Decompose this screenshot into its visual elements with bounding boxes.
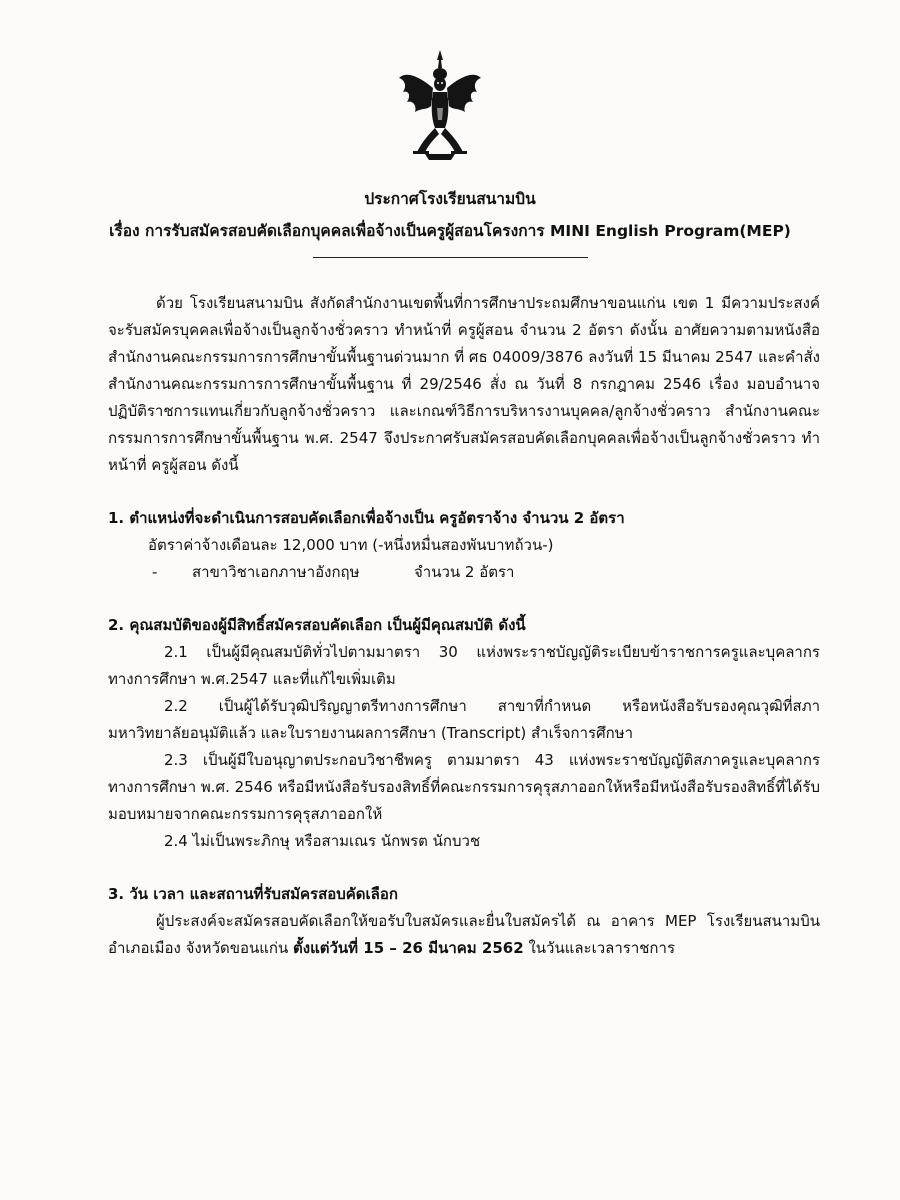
item-dash: -	[152, 563, 158, 581]
announcement-header	[0, 183, 900, 258]
application-text-start: ผู้ประสงค์จะสมัครสอบคัดเลือกให้ขอรับใบสมัครและยื่นใบสมัครได้ ณ อาคาร MEP โรงเรียนสนามบิน อำเภอเมือง จังหวัดขอนแก่น	[108, 912, 820, 957]
announcement-subject: เรื่อง การรับสมัครสอบคัดเลือกบุคคลเพื่อจ้างเป็นครูผู้สอนโครงการ MINI English Program(MEP)	[109, 222, 791, 240]
qualification-2-1: 2.1 เป็นผู้มีคุณสมบัติทั่วไปตามมาตรา 30 แห่งพระราชบัญญัติระเบียบข้าราชการครูและบุคลากรทางการศึกษา พ.ศ.2547 และที่แก้ไขเพิ่มเติม	[108, 643, 820, 688]
position-item	[152, 559, 820, 586]
qualification-2-4: 2.4 ไม่เป็นพระภิกษุ หรือสามเณร นักพรต นักบวช	[164, 832, 481, 850]
section-1-heading: 1. ตำแหน่งที่จะดำเนินการสอบคัดเลือกเพื่อจ้างเป็น ครูอัตราจ้าง จำนวน 2 อัตรา	[108, 509, 625, 527]
intro-paragraph: ด้วย โรงเรียนสนามบิน สังกัดสำนักงานเขตพื้นที่การศึกษาประถมศึกษาขอนแก่น เขต 1 มีความประสงค์จะรับสมัครบุคคลเพื่อจ้างเป็นลูกจ้างชั่วคราว ทำหน้าที่ ครูผู้สอน จำนวน 2 อัตรา ดังนั้น อาศัยความตามหนังสือสำนักงานคณะกรรมการการศึกษาขั้นพื้นฐานด่วนมาก ที่ ศธ 04009/3876 ลงวันที่ 15 มีนาคม 2547 และคำสั่งสำนักงานคณะกรรมการการศึกษาขั้นพื้นฐาน ที่ 29/2546 สั่ง ณ วันที่ 8 กรกฎาคม 2546 เรื่อง มอบอำนาจปฏิบัติราชการแทนเกี่ยวกับลูกจ้างชั่วคราว และเกณฑ์วิธีการบริหารงานบุคคล/ลูกจ้างชั่วคราว สำนักงานคณะกรรมการการศึกษาขั้นพื้นฐาน พ.ศ. 2547 จึงประกาศรับสมัครสอบคัดเลือกบุคคลเพื่อจ้างเป็นลูกจ้างชั่วคราว ทำหน้าที่ ครูผู้สอน ดังนี้	[108, 294, 820, 474]
application-dates: ตั้งแต่วันที่ 15 – 26 มีนาคม 2562	[293, 939, 524, 957]
application-details	[108, 908, 820, 962]
title-divider	[313, 257, 588, 258]
section-3-heading: 3. วัน เวลา และสถานที่รับสมัครสอบคัดเลือก	[108, 885, 398, 903]
announcement-title: ประกาศโรงเรียนสนามบิน	[364, 190, 536, 208]
announcement-body	[108, 290, 820, 962]
garuda-emblem	[395, 48, 485, 178]
item-count: จำนวน 2 อัตรา	[414, 563, 515, 581]
wage-rate: อัตราค่าจ้างเดือนละ 12,000 บาท (-หนึ่งหมื่นสองพันบาทถ้วน-)	[148, 536, 554, 554]
item-field: สาขาวิชาเอกภาษาอังกฤษ	[192, 563, 360, 581]
section-2-heading: 2. คุณสมบัติของผู้มีสิทธิ์สมัครสอบคัดเลือก เป็นผู้มีคุณสมบัติ ดังนี้	[108, 616, 526, 634]
qualification-2-2: 2.2 เป็นผู้ได้รับวุฒิปริญญาตรีทางการศึกษา สาขาที่กำหนด หรือหนังสือรับรองคุณวุฒิที่สภามหาวิทยาลัยอนุมัติแล้ว และใบรายงานผลการศึกษา (Transcript) สำเร็จการศึกษา	[108, 697, 820, 742]
application-text-end: ในวันและเวลาราชการ	[523, 939, 675, 957]
qualification-2-3: 2.3 เป็นผู้มีใบอนุญาตประกอบวิชาชีพครู ตามมาตรา 43 แห่งพระราชบัญญัติสภาครูและบุคลากรทางการศึกษา พ.ศ. 2546 หรือมีหนังสือรับรองสิทธิ์ที่คณะกรรมการคุรุสภาออกให้หรือมีหนังสือรับรองสิทธิ์ที่ได้รับมอบหมายจากคณะกรรมการคุรุสภาออกให้	[108, 751, 820, 823]
